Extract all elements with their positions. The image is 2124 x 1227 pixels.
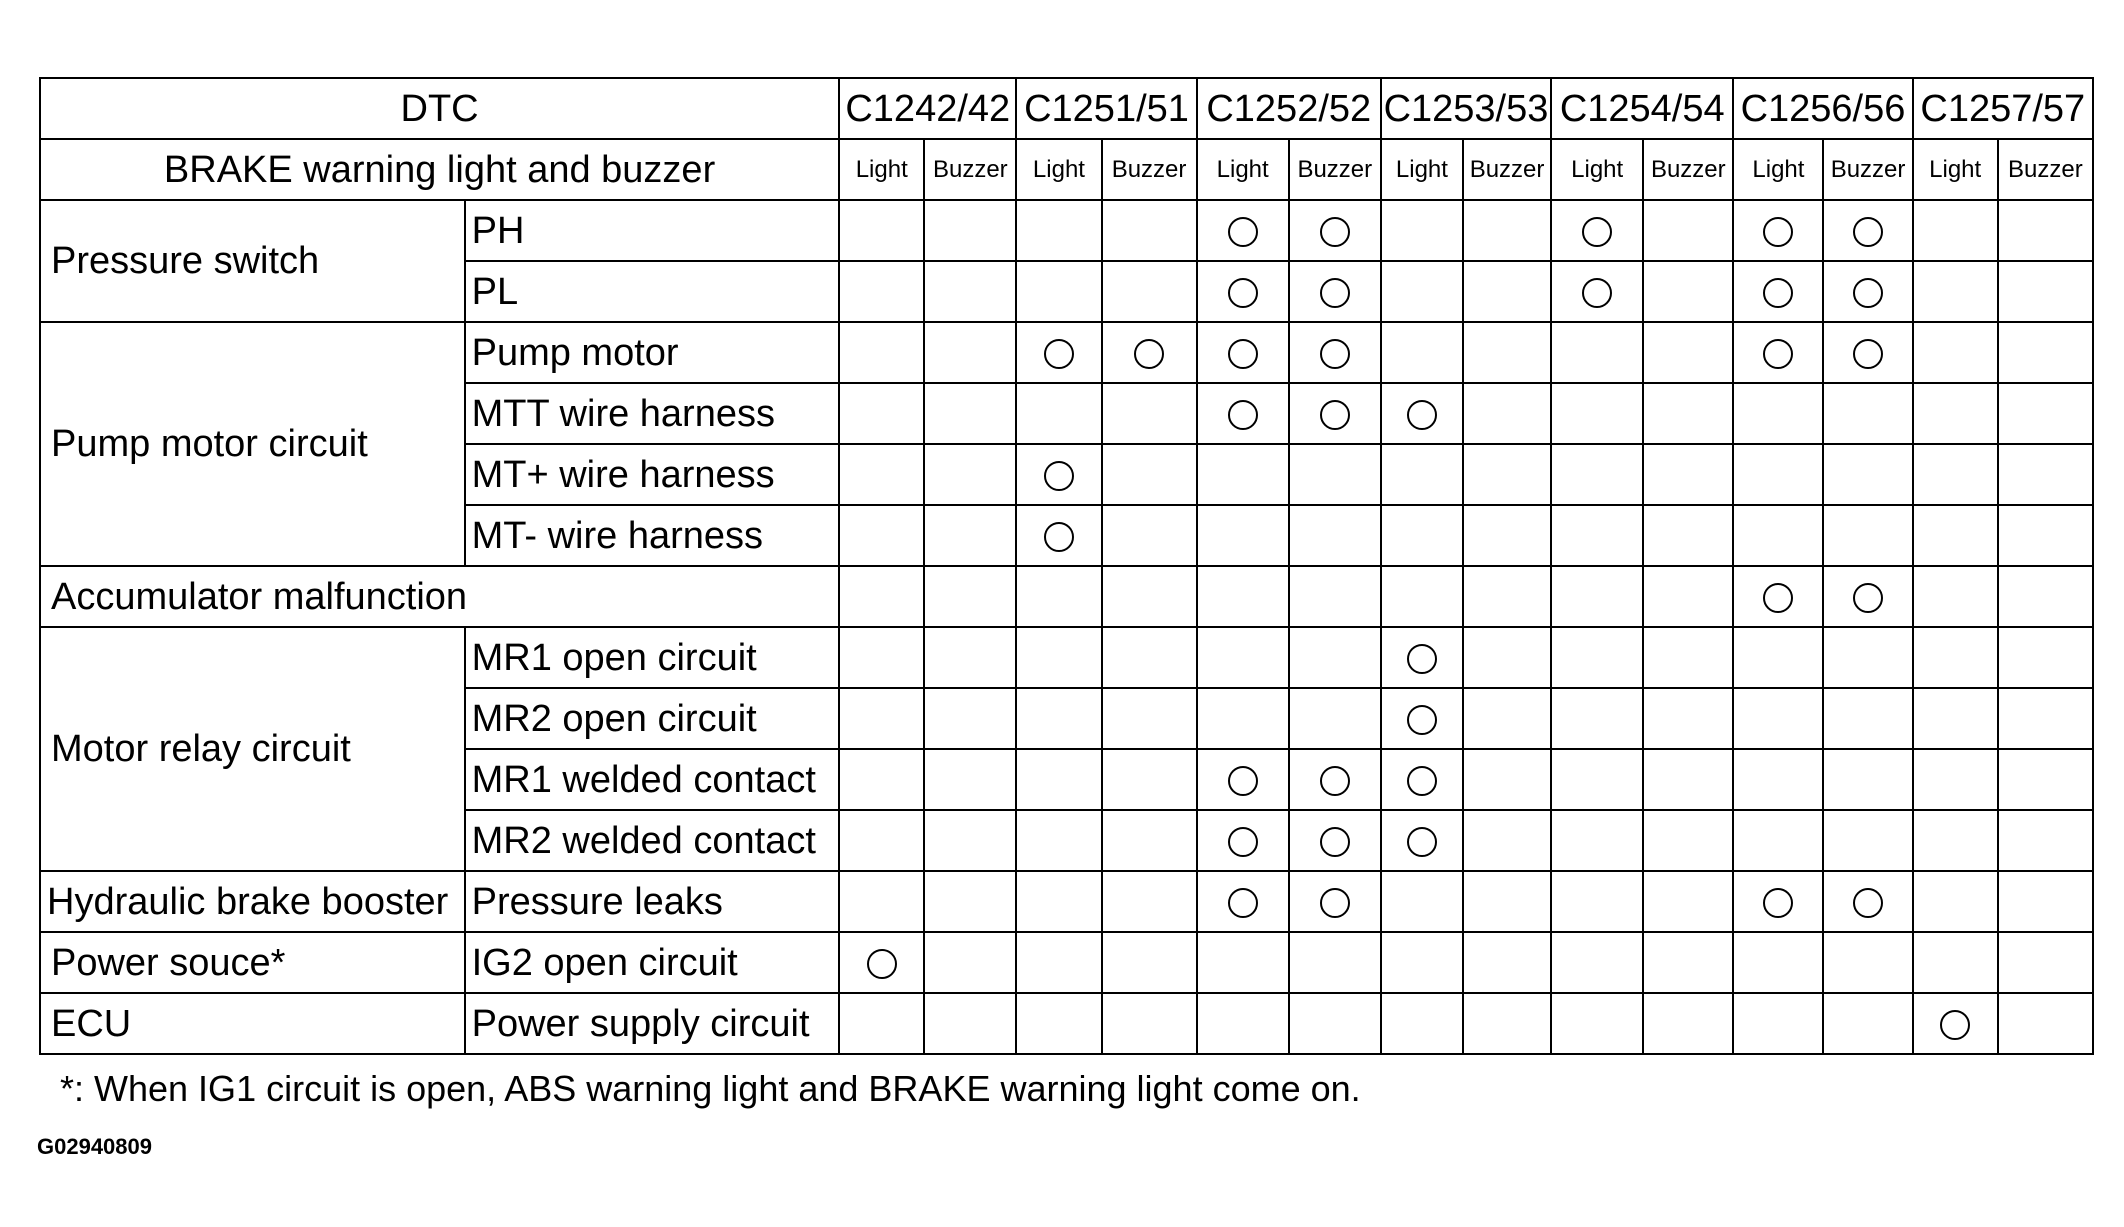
mark-cell [1823, 322, 1912, 383]
circle-mark-icon [1228, 400, 1258, 430]
mark-cell [1102, 383, 1197, 444]
mark-cell [1643, 505, 1733, 566]
circle-mark-icon [1853, 888, 1883, 918]
light-column-header: Light [1381, 139, 1463, 200]
mark-cell [1016, 810, 1101, 871]
circle-mark-icon [1044, 522, 1074, 552]
mark-cell [1551, 322, 1643, 383]
figure-id: G02940809 [37, 1134, 152, 1159]
circle-mark-icon [1853, 339, 1883, 369]
mark-cell [839, 200, 924, 261]
mark-cell [1289, 505, 1381, 566]
mark-cell [1733, 749, 1823, 810]
mark-cell [1823, 932, 1912, 993]
mark-cell [1551, 993, 1643, 1054]
mark-cell [1463, 322, 1551, 383]
mark-cell [1643, 322, 1733, 383]
mark-cell [1643, 688, 1733, 749]
mark-cell [1463, 444, 1551, 505]
mark-cell [1643, 566, 1733, 627]
circle-mark-icon [1228, 827, 1258, 857]
mark-cell [1381, 688, 1463, 749]
mark-cell [1823, 993, 1912, 1054]
buzzer-column-header: Buzzer [924, 139, 1016, 200]
mark-cell [1733, 505, 1823, 566]
mark-cell [1998, 505, 2093, 566]
buzzer-column-header: Buzzer [1102, 139, 1197, 200]
mark-cell [924, 749, 1016, 810]
mark-cell [1102, 322, 1197, 383]
mark-cell [1016, 322, 1101, 383]
circle-mark-icon [1134, 339, 1164, 369]
mark-cell [1733, 688, 1823, 749]
mark-cell [1733, 993, 1823, 1054]
circle-mark-icon [1407, 766, 1437, 796]
mark-cell [1913, 505, 1998, 566]
group-label-pressure-switch: Pressure switch [40, 200, 465, 322]
circle-mark-icon [1228, 278, 1258, 308]
buzzer-column-header: Buzzer [1289, 139, 1381, 200]
circle-mark-icon [1763, 888, 1793, 918]
item-label: MT- wire harness [465, 505, 840, 566]
dtc-header-row [40, 78, 2093, 139]
table-row [40, 993, 2093, 1054]
mark-cell [1381, 383, 1463, 444]
mark-cell [1463, 749, 1551, 810]
mark-cell [1998, 810, 2093, 871]
mark-cell [1463, 383, 1551, 444]
dtc-code: C1252/52 [1197, 78, 1381, 139]
mark-cell [1197, 993, 1289, 1054]
mark-cell [1551, 200, 1643, 261]
dtc-code: C1256/56 [1733, 78, 1912, 139]
mark-cell [1381, 749, 1463, 810]
mark-cell [1102, 871, 1197, 932]
mark-cell [1998, 627, 2093, 688]
mark-cell [1381, 566, 1463, 627]
mark-cell [1289, 932, 1381, 993]
mark-cell [1823, 688, 1912, 749]
mark-cell [1289, 444, 1381, 505]
mark-cell [1289, 810, 1381, 871]
mark-cell [1643, 810, 1733, 871]
mark-cell [1016, 383, 1101, 444]
circle-mark-icon [1320, 217, 1350, 247]
mark-cell [1823, 200, 1912, 261]
mark-cell [1823, 444, 1912, 505]
mark-cell [1102, 444, 1197, 505]
mark-cell [1998, 383, 2093, 444]
mark-cell [1463, 566, 1551, 627]
mark-cell [1913, 932, 1998, 993]
mark-cell [1102, 993, 1197, 1054]
group-label-power-source: Power souce* [40, 932, 465, 993]
mark-cell [1551, 810, 1643, 871]
circle-mark-icon [1320, 278, 1350, 308]
dtc-header-label: DTC [40, 78, 839, 139]
circle-mark-icon [1407, 400, 1437, 430]
mark-cell [839, 566, 924, 627]
circle-mark-icon [1940, 1010, 1970, 1040]
mark-cell [1643, 749, 1733, 810]
mark-cell [1463, 932, 1551, 993]
mark-cell [1643, 627, 1733, 688]
mark-cell [1197, 749, 1289, 810]
mark-cell [1643, 261, 1733, 322]
circle-mark-icon [867, 949, 897, 979]
mark-cell [1823, 505, 1912, 566]
mark-cell [1643, 200, 1733, 261]
circle-mark-icon [1228, 766, 1258, 796]
mark-cell [1643, 444, 1733, 505]
mark-cell [1551, 383, 1643, 444]
item-label: PL [465, 261, 840, 322]
circle-mark-icon [1763, 217, 1793, 247]
item-label: Power supply circuit [465, 993, 840, 1054]
mark-cell [839, 383, 924, 444]
circle-mark-icon [1320, 827, 1350, 857]
mark-cell [839, 932, 924, 993]
mark-cell [1913, 566, 1998, 627]
mark-cell [1998, 444, 2093, 505]
circle-mark-icon [1320, 766, 1350, 796]
mark-cell [1823, 566, 1912, 627]
mark-cell [924, 688, 1016, 749]
mark-cell [1289, 749, 1381, 810]
group-label-ecu: ECU [40, 993, 465, 1054]
mark-cell [1998, 749, 2093, 810]
circle-mark-icon [1407, 827, 1437, 857]
mark-cell [1381, 810, 1463, 871]
dtc-matrix-table [39, 77, 2094, 1055]
mark-cell [1998, 566, 2093, 627]
mark-cell [1733, 871, 1823, 932]
mark-cell [1998, 932, 2093, 993]
mark-cell [1289, 566, 1381, 627]
mark-cell [1102, 688, 1197, 749]
item-label: MR2 welded contact [465, 810, 840, 871]
mark-cell [1016, 505, 1101, 566]
mark-cell [1016, 566, 1101, 627]
mark-cell [1913, 322, 1998, 383]
table-row [40, 932, 2093, 993]
mark-cell [1733, 627, 1823, 688]
mark-cell [1998, 261, 2093, 322]
mark-cell [1197, 200, 1289, 261]
mark-cell [924, 444, 1016, 505]
mark-cell [1463, 993, 1551, 1054]
circle-mark-icon [1407, 644, 1437, 674]
mark-cell [1463, 871, 1551, 932]
table-row [40, 627, 2093, 688]
circle-mark-icon [1763, 339, 1793, 369]
mark-cell [1197, 505, 1289, 566]
dtc-code: C1242/42 [839, 78, 1016, 139]
mark-cell [839, 627, 924, 688]
circle-mark-icon [1228, 339, 1258, 369]
mark-cell [1463, 810, 1551, 871]
mark-cell [1016, 749, 1101, 810]
mark-cell [1463, 688, 1551, 749]
mark-cell [924, 810, 1016, 871]
circle-mark-icon [1320, 888, 1350, 918]
mark-cell [1289, 688, 1381, 749]
mark-cell [1381, 444, 1463, 505]
mark-cell [1733, 200, 1823, 261]
mark-cell [1016, 200, 1101, 261]
circle-mark-icon [1320, 400, 1350, 430]
mark-cell [1733, 810, 1823, 871]
mark-cell [1102, 627, 1197, 688]
mark-cell [1016, 261, 1101, 322]
mark-cell [1381, 993, 1463, 1054]
mark-cell [1197, 261, 1289, 322]
mark-cell [1289, 261, 1381, 322]
mark-cell [1551, 627, 1643, 688]
item-label: Pressure leaks [465, 871, 840, 932]
dtc-code: C1251/51 [1016, 78, 1196, 139]
mark-cell [1289, 627, 1381, 688]
mark-cell [1381, 505, 1463, 566]
item-label: MT+ wire harness [465, 444, 840, 505]
mark-cell [839, 993, 924, 1054]
mark-cell [924, 383, 1016, 444]
mark-cell [924, 505, 1016, 566]
circle-mark-icon [1582, 278, 1612, 308]
circle-mark-icon [1763, 583, 1793, 613]
mark-cell [1823, 627, 1912, 688]
mark-cell [1016, 871, 1101, 932]
mark-cell [1197, 383, 1289, 444]
mark-cell [1823, 261, 1912, 322]
mark-cell [1913, 627, 1998, 688]
mark-cell [1643, 871, 1733, 932]
mark-cell [924, 932, 1016, 993]
mark-cell [1197, 871, 1289, 932]
mark-cell [1102, 261, 1197, 322]
table-row [40, 322, 2093, 383]
mark-cell [839, 871, 924, 932]
circle-mark-icon [1407, 705, 1437, 735]
circle-mark-icon [1320, 339, 1350, 369]
mark-cell [1551, 566, 1643, 627]
mark-cell [1102, 566, 1197, 627]
mark-cell [1102, 505, 1197, 566]
mark-cell [1913, 444, 1998, 505]
item-label: MR2 open circuit [465, 688, 840, 749]
mark-cell [1998, 871, 2093, 932]
mark-cell [1551, 261, 1643, 322]
circle-mark-icon [1044, 339, 1074, 369]
mark-cell [1197, 932, 1289, 993]
mark-cell [1102, 932, 1197, 993]
mark-cell [839, 322, 924, 383]
mark-cell [1998, 993, 2093, 1054]
mark-cell [839, 749, 924, 810]
mark-cell [1733, 444, 1823, 505]
item-label: MTT wire harness [465, 383, 840, 444]
mark-cell [1381, 627, 1463, 688]
circle-mark-icon [1228, 217, 1258, 247]
mark-cell [1463, 505, 1551, 566]
light-column-header: Light [1016, 139, 1101, 200]
mark-cell [1016, 627, 1101, 688]
table-row [40, 871, 2093, 932]
mark-cell [1913, 383, 1998, 444]
mark-cell [924, 627, 1016, 688]
mark-cell [1913, 993, 1998, 1054]
mark-cell [924, 871, 1016, 932]
group-label-pump-motor-circuit: Pump motor circuit [40, 322, 465, 566]
mark-cell [1823, 749, 1912, 810]
mark-cell [924, 566, 1016, 627]
mark-cell [1551, 871, 1643, 932]
group-label-motor-relay-circuit: Motor relay circuit [40, 627, 465, 871]
light-column-header: Light [1913, 139, 1998, 200]
mark-cell [1913, 871, 1998, 932]
item-label: MR1 welded contact [465, 749, 840, 810]
buzzer-column-header: Buzzer [1998, 139, 2093, 200]
mark-cell [1643, 383, 1733, 444]
indicator-header-row [40, 139, 2093, 200]
mark-cell [839, 261, 924, 322]
mark-cell [1733, 566, 1823, 627]
circle-mark-icon [1228, 888, 1258, 918]
mark-cell [1463, 200, 1551, 261]
circle-mark-icon [1853, 583, 1883, 613]
mark-cell [1551, 505, 1643, 566]
mark-cell [1551, 749, 1643, 810]
mark-cell [839, 810, 924, 871]
buzzer-column-header: Buzzer [1463, 139, 1551, 200]
mark-cell [1823, 810, 1912, 871]
light-column-header: Light [839, 139, 924, 200]
buzzer-column-header: Buzzer [1823, 139, 1912, 200]
group-label-hydraulic-brake-booster: Hydraulic brake booster [40, 871, 465, 932]
mark-cell [1823, 383, 1912, 444]
table-row [40, 566, 2093, 627]
mark-cell [1102, 200, 1197, 261]
light-column-header: Light [1197, 139, 1289, 200]
mark-cell [1016, 932, 1101, 993]
mark-cell [1913, 688, 1998, 749]
mark-cell [1016, 993, 1101, 1054]
mark-cell [1102, 810, 1197, 871]
mark-cell [1463, 627, 1551, 688]
circle-mark-icon [1763, 278, 1793, 308]
table-row [40, 200, 2093, 261]
mark-cell [839, 688, 924, 749]
mark-cell [1551, 932, 1643, 993]
mark-cell [1289, 993, 1381, 1054]
mark-cell [1733, 261, 1823, 322]
item-label: MR1 open circuit [465, 627, 840, 688]
circle-mark-icon [1853, 278, 1883, 308]
mark-cell [924, 261, 1016, 322]
mark-cell [1551, 444, 1643, 505]
mark-cell [924, 200, 1016, 261]
mark-cell [1197, 810, 1289, 871]
dtc-code: C1253/53 [1381, 78, 1551, 139]
mark-cell [1016, 688, 1101, 749]
mark-cell [1913, 261, 1998, 322]
mark-cell [1643, 932, 1733, 993]
mark-cell [1733, 322, 1823, 383]
mark-cell [1381, 932, 1463, 993]
mark-cell [1998, 200, 2093, 261]
mark-cell [839, 444, 924, 505]
circle-mark-icon [1853, 217, 1883, 247]
mark-cell [839, 505, 924, 566]
buzzer-column-header: Buzzer [1643, 139, 1733, 200]
mark-cell [1381, 200, 1463, 261]
indicator-header-label: BRAKE warning light and buzzer [40, 139, 839, 200]
mark-cell [1197, 322, 1289, 383]
item-label: Pump motor [465, 322, 840, 383]
mark-cell [1643, 993, 1733, 1054]
mark-cell [1733, 383, 1823, 444]
mark-cell [1016, 444, 1101, 505]
mark-cell [1913, 810, 1998, 871]
mark-cell [1381, 322, 1463, 383]
dtc-code: C1254/54 [1551, 78, 1733, 139]
mark-cell [1102, 749, 1197, 810]
item-label: PH [465, 200, 840, 261]
mark-cell [1197, 444, 1289, 505]
circle-mark-icon [1044, 461, 1074, 491]
circle-mark-icon [1582, 217, 1612, 247]
mark-cell [1913, 749, 1998, 810]
mark-cell [1998, 322, 2093, 383]
footnote: *: When IG1 circuit is open, ABS warning light and BRAKE warning light come on. [60, 1068, 1361, 1109]
mark-cell [1381, 871, 1463, 932]
mark-cell [1463, 261, 1551, 322]
mark-cell [1289, 871, 1381, 932]
dtc-code: C1257/57 [1913, 78, 2093, 139]
group-label-accumulator: Accumulator malfunction [40, 566, 839, 627]
mark-cell [1823, 871, 1912, 932]
light-column-header: Light [1733, 139, 1823, 200]
mark-cell [1289, 322, 1381, 383]
mark-cell [1733, 932, 1823, 993]
mark-cell [1381, 261, 1463, 322]
mark-cell [1289, 200, 1381, 261]
mark-cell [1551, 688, 1643, 749]
mark-cell [1998, 688, 2093, 749]
light-column-header: Light [1551, 139, 1643, 200]
mark-cell [1197, 566, 1289, 627]
mark-cell [924, 993, 1016, 1054]
mark-cell [1197, 627, 1289, 688]
mark-cell [1289, 383, 1381, 444]
mark-cell [924, 322, 1016, 383]
mark-cell [1197, 688, 1289, 749]
mark-cell [1913, 200, 1998, 261]
item-label: IG2 open circuit [465, 932, 840, 993]
